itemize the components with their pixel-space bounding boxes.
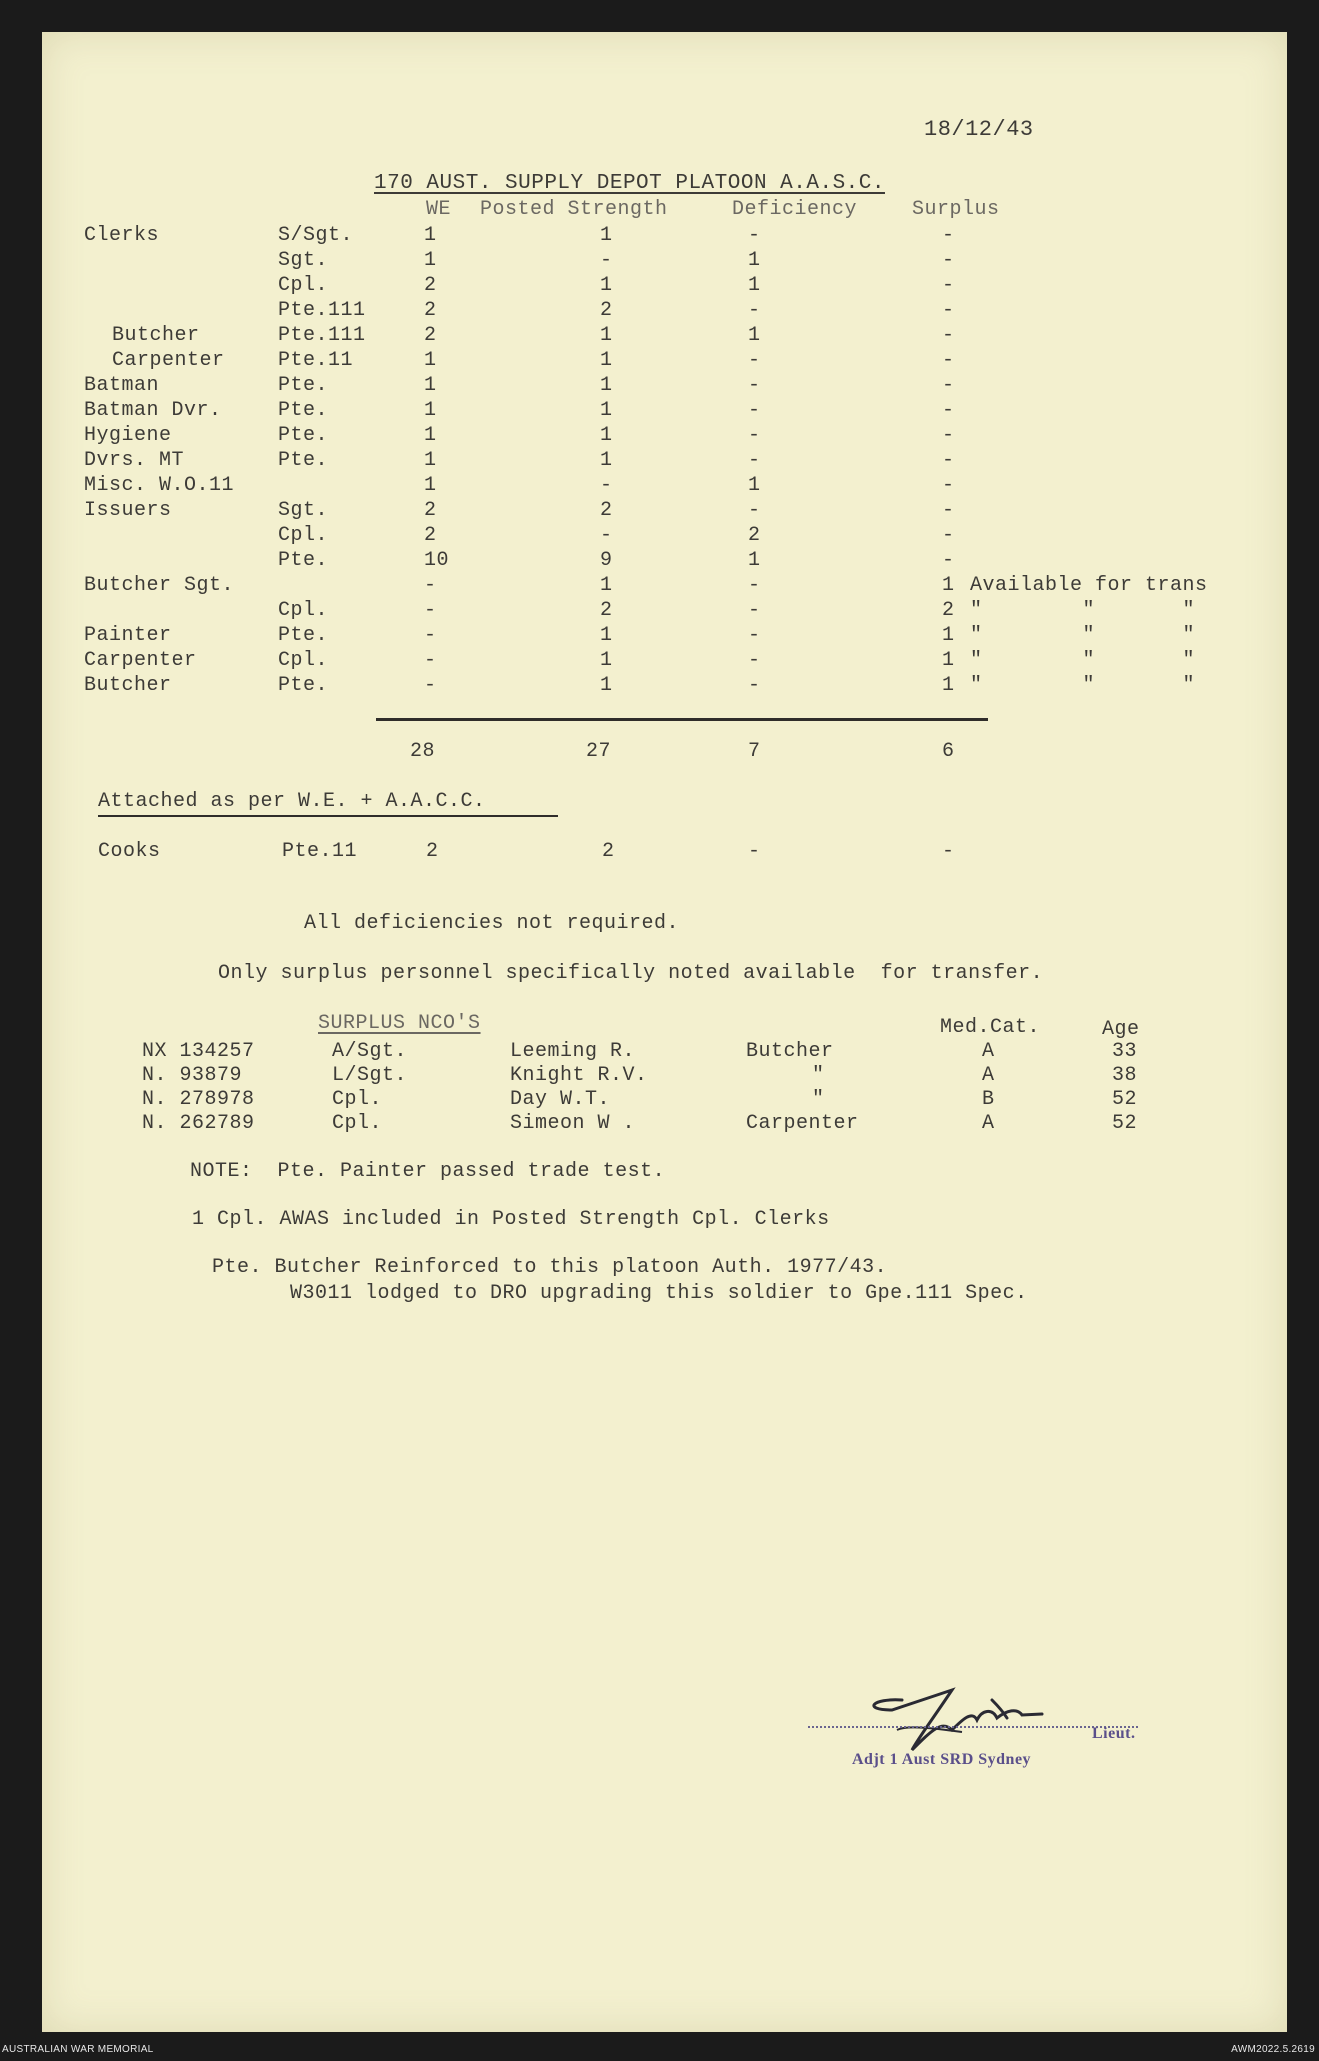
row-note: " " " xyxy=(970,599,1196,622)
document-date: 18/12/43 xyxy=(924,117,1034,142)
attached-heading: Attached as per W.E. + A.A.C.C. xyxy=(98,790,486,813)
row-we: - xyxy=(424,574,437,597)
nco-number: N. 262789 xyxy=(142,1112,255,1135)
total-surplus: 6 xyxy=(942,740,955,763)
row-surplus: 1 xyxy=(942,624,955,647)
nco-number: N. 93879 xyxy=(142,1064,243,1087)
row-deficiency: 1 xyxy=(748,249,761,272)
signatory-office: Adjt 1 Aust SRD Sydney xyxy=(852,1751,1032,1768)
row-posted: 1 xyxy=(600,399,613,422)
row-trade: Hygiene xyxy=(84,424,172,447)
row-deficiency: 1 xyxy=(748,474,761,497)
row-posted: 1 xyxy=(600,449,613,472)
row-rank: Pte.11 xyxy=(278,349,354,372)
total-deficiency: 7 xyxy=(748,740,761,763)
row-note: " " " xyxy=(970,674,1196,697)
row-trade: Clerks xyxy=(84,224,160,247)
row-note: " " " xyxy=(970,649,1196,672)
total-we: 28 xyxy=(410,740,436,763)
row-rank: Pte.111 xyxy=(278,299,366,322)
row-rank: Pte. xyxy=(278,374,329,397)
row-rank: Cpl. xyxy=(278,599,329,622)
row-surplus: - xyxy=(942,249,955,272)
remark-awas: 1 Cpl. AWAS included in Posted Strength Cpl. Clerks xyxy=(192,1208,830,1231)
row-trade: Butcher xyxy=(112,324,200,347)
row-rank: Pte. xyxy=(278,624,329,647)
attached-deficiency: - xyxy=(748,840,761,863)
col-header-posted: Posted Strength xyxy=(480,198,668,221)
row-we: 2 xyxy=(424,324,437,347)
row-rank: Pte. xyxy=(278,424,329,447)
row-surplus: - xyxy=(942,374,955,397)
row-deficiency: - xyxy=(748,224,761,247)
attached-surplus: - xyxy=(942,840,955,863)
row-deficiency: 1 xyxy=(748,274,761,297)
nco-medcat: A xyxy=(982,1112,995,1135)
row-posted: 1 xyxy=(600,674,613,697)
row-we: - xyxy=(424,599,437,622)
nco-rank: L/Sgt. xyxy=(332,1064,408,1087)
row-rank: Sgt. xyxy=(278,249,329,272)
attached-trade: Cooks xyxy=(98,840,161,863)
row-deficiency: - xyxy=(748,574,761,597)
nco-trade: Butcher xyxy=(746,1040,834,1063)
row-posted: 1 xyxy=(600,374,613,397)
row-trade: Butcher xyxy=(84,674,172,697)
nco-name: Knight R.V. xyxy=(510,1064,648,1087)
row-surplus: - xyxy=(942,349,955,372)
row-posted: 2 xyxy=(600,299,613,322)
row-posted: 1 xyxy=(600,649,613,672)
row-rank: Sgt. xyxy=(278,499,329,522)
col-header-deficiency: Deficiency xyxy=(732,198,858,221)
medcat-header: Med.Cat. xyxy=(940,1016,1041,1039)
nco-age: 52 xyxy=(1112,1112,1138,1135)
row-note: " " " xyxy=(970,624,1196,647)
row-deficiency: 1 xyxy=(748,549,761,572)
nco-medcat: A xyxy=(982,1040,995,1063)
nco-name: Leeming R. xyxy=(510,1040,636,1063)
row-we: 1 xyxy=(424,424,437,447)
nco-rank: Cpl. xyxy=(332,1088,383,1111)
row-surplus: 2 xyxy=(942,599,955,622)
nco-number: NX 134257 xyxy=(142,1040,255,1063)
row-trade: Butcher Sgt. xyxy=(84,574,235,597)
row-deficiency: - xyxy=(748,349,761,372)
footer-left: AUSTRALIAN WAR MEMORIAL xyxy=(2,2044,154,2055)
attached-posted: 2 xyxy=(602,840,615,863)
row-posted: - xyxy=(600,474,613,497)
row-surplus: - xyxy=(942,399,955,422)
row-we: - xyxy=(424,674,437,697)
row-rank: Pte. xyxy=(278,399,329,422)
row-surplus: - xyxy=(942,299,955,322)
nco-rank: Cpl. xyxy=(332,1112,383,1135)
row-rank: Pte. xyxy=(278,549,329,572)
row-surplus: 1 xyxy=(942,574,955,597)
attached-underline xyxy=(98,815,558,817)
row-surplus: - xyxy=(942,449,955,472)
total-posted: 27 xyxy=(586,740,612,763)
row-deficiency: - xyxy=(748,374,761,397)
row-we: 1 xyxy=(424,374,437,397)
row-we: 1 xyxy=(424,474,437,497)
row-posted: - xyxy=(600,249,613,272)
row-surplus: - xyxy=(942,499,955,522)
row-surplus: - xyxy=(942,324,955,347)
footer-right: AWM2022.5.2619 xyxy=(1231,2044,1315,2055)
row-we: 1 xyxy=(424,249,437,272)
nco-trade: " xyxy=(812,1088,825,1111)
row-deficiency: - xyxy=(748,649,761,672)
row-rank: Pte. xyxy=(278,674,329,697)
row-posted: 1 xyxy=(600,424,613,447)
row-we: 10 xyxy=(424,549,450,572)
row-rank: Cpl. xyxy=(278,274,329,297)
row-we: 1 xyxy=(424,449,437,472)
row-trade: Misc. W.O.11 xyxy=(84,474,235,497)
row-surplus: - xyxy=(942,224,955,247)
row-we: 2 xyxy=(424,499,437,522)
row-we: 1 xyxy=(424,349,437,372)
row-trade: Batman Dvr. xyxy=(84,399,222,422)
row-rank: Cpl. xyxy=(278,649,329,672)
nco-trade: " xyxy=(812,1064,825,1087)
nco-name: Simeon W . xyxy=(510,1112,636,1135)
note-deficiencies: All deficiencies not required. xyxy=(304,912,680,935)
row-surplus: 1 xyxy=(942,674,955,697)
row-posted: 9 xyxy=(600,549,613,572)
surplus-ncos-heading: SURPLUS NCO'S xyxy=(318,1012,481,1035)
row-posted: 2 xyxy=(600,499,613,522)
row-note: Available for trans xyxy=(970,574,1208,597)
row-we: 2 xyxy=(424,299,437,322)
nco-age: 33 xyxy=(1112,1040,1138,1063)
row-trade: Carpenter xyxy=(84,649,197,672)
row-deficiency: - xyxy=(748,299,761,322)
remark-butcher-line1: Pte. Butcher Reinforced to this platoon Auth. 1977/43. xyxy=(212,1256,888,1279)
row-trade: Dvrs. MT xyxy=(84,449,185,472)
col-header-surplus: Surplus xyxy=(912,198,1000,221)
row-we: 1 xyxy=(424,224,437,247)
row-rank: Pte.111 xyxy=(278,324,366,347)
row-surplus: - xyxy=(942,474,955,497)
row-rank: Pte. xyxy=(278,449,329,472)
row-posted: 2 xyxy=(600,599,613,622)
row-deficiency: - xyxy=(748,499,761,522)
row-rank: S/Sgt. xyxy=(278,224,354,247)
row-posted: 1 xyxy=(600,624,613,647)
row-deficiency: - xyxy=(748,424,761,447)
nco-rank: A/Sgt. xyxy=(332,1040,408,1063)
row-surplus: 1 xyxy=(942,649,955,672)
nco-age: 38 xyxy=(1112,1064,1138,1087)
row-we: - xyxy=(424,624,437,647)
row-deficiency: - xyxy=(748,599,761,622)
row-surplus: - xyxy=(942,274,955,297)
row-trade: Batman xyxy=(84,374,160,397)
nco-age: 52 xyxy=(1112,1088,1138,1111)
nco-name: Day W.T. xyxy=(510,1088,611,1111)
row-deficiency: - xyxy=(748,624,761,647)
age-header: Age xyxy=(1102,1018,1140,1041)
remark-painter: NOTE: Pte. Painter passed trade test. xyxy=(190,1160,666,1183)
row-trade: Issuers xyxy=(84,499,172,522)
document-title: 170 AUST. SUPPLY DEPOT PLATOON A.A.S.C. xyxy=(374,172,885,195)
row-surplus: - xyxy=(942,549,955,572)
document-page xyxy=(42,32,1287,2032)
row-we: 2 xyxy=(424,524,437,547)
remark-butcher-line2: W3011 lodged to DRO upgrading this soldier to Gpe.111 Spec. xyxy=(290,1282,1028,1305)
attached-rank: Pte.11 xyxy=(282,840,358,863)
nco-medcat: B xyxy=(982,1088,995,1111)
row-surplus: - xyxy=(942,424,955,447)
row-trade: Painter xyxy=(84,624,172,647)
row-deficiency: - xyxy=(748,449,761,472)
totals-rule xyxy=(376,718,988,721)
nco-number: N. 278978 xyxy=(142,1088,255,1111)
row-posted: - xyxy=(600,524,613,547)
nco-medcat: A xyxy=(982,1064,995,1087)
row-we: 1 xyxy=(424,399,437,422)
row-posted: 1 xyxy=(600,224,613,247)
row-posted: 1 xyxy=(600,324,613,347)
row-rank: Cpl. xyxy=(278,524,329,547)
nco-trade: Carpenter xyxy=(746,1112,859,1135)
row-deficiency: 2 xyxy=(748,524,761,547)
signatory-rank: Lieut. xyxy=(1092,1725,1136,1742)
row-posted: 1 xyxy=(600,349,613,372)
row-posted: 1 xyxy=(600,574,613,597)
row-trade: Carpenter xyxy=(112,349,225,372)
attached-we: 2 xyxy=(426,840,439,863)
row-surplus: - xyxy=(942,524,955,547)
col-header-we: WE xyxy=(426,198,452,221)
row-posted: 1 xyxy=(600,274,613,297)
signature-line xyxy=(808,1726,1138,1728)
note-surplus: Only surplus personnel specifically noted available for transfer. xyxy=(218,962,1044,985)
row-deficiency: 1 xyxy=(748,324,761,347)
row-we: - xyxy=(424,649,437,672)
row-deficiency: - xyxy=(748,399,761,422)
row-we: 2 xyxy=(424,274,437,297)
row-deficiency: - xyxy=(748,674,761,697)
